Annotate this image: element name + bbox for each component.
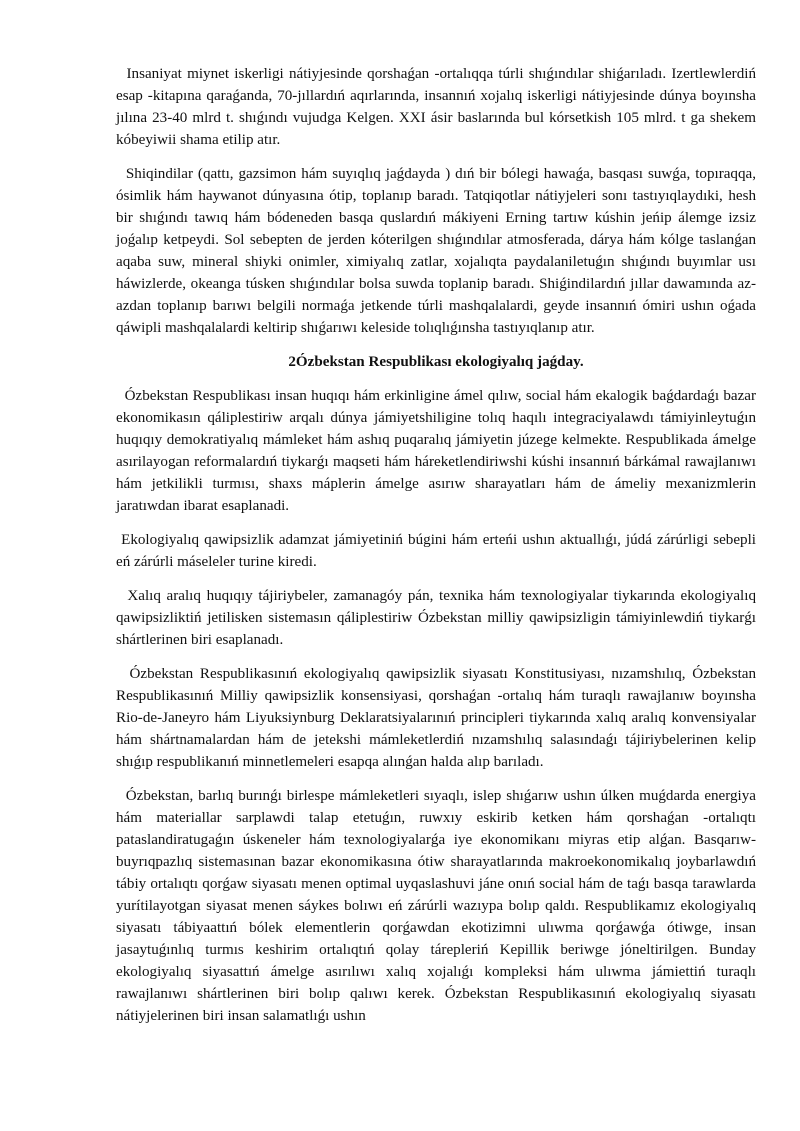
paragraph-economy-transition: Ózbekstan, barlıq burınǵı birlespe mámleketleri sıyaqlı, islep shıǵarıw ushın úlken muǵdarda energiya hám materiallar sarplawdi talap etetuǵın, ruwxıy eskirib ketken hám qorshaǵan -ortalıqtı pataslandiratugaǵın úskeneler hám texnologiyalarǵa iye ekonomikanı miyras etip alǵan. Basqarıw-buyrıqpazlıq sistemasınan bazar ekonomikasına ótiw sharayatlarında makroekonomikalıq joybarlawdıń tábiy ortalıqtı qorǵaw siyasatı menen optimal uyqaslashuvi jáne onıń social hám de taǵı basqa tarawlarda yurítilayotgan siyasat menen sáykes bolıwı eń zárúrli wazıypa bolıp qaldı. Respublikamız ekologiyalıq siyasatı tábiyaattıń bólek elementlerin qorǵawdan ekotizimni ulıwma qorǵawǵa ótiwge, insan jasaytuǵınlıq turmıs keshirim ortalıqtıń qolay tárepleriń Kepillik beriwge jóneltirilgen. Bunday ekologiyalıq siyasattıń ámelge asırılıwı xalıq xojalıǵı kompleksi hám ulıwma jámiettiń turaqlı rawajlanıwı shártlerinen biri bolıp qalıwı kerek. Ózbekstan Respublikasınıń ekologiyalıq siyasatı nátiyjelerinen biri insan salamatlıǵı ushın [116,788,760,1024]
paragraph-ecological-security: Ekologiyalıq qawipsizlik adamzat jámiyetiniń búgini hám erteńi ushın aktuallıǵı, júdá zárúrligi sebepli eń zárúrli máseleler turine kiredi. [116,532,760,570]
paragraph-international-experience: Xalıq aralıq huqıqıy tájiriybeler, zamanagóy pán, texnika hám texnologiyalar tiykarında ekologiyalıq qawipsizliktiń jetilisken sistemasın qáliplestiriw Ózbekstan milliy qawipsizligin támiyinlewdiń tiykarǵı shártlerinen biri esaplanadı. [116,588,760,648]
paragraph-waste-accumulation: Shiqindilar (qattı, gazsimon hám suyıqlıq jaǵdayda ) dıń bir bólegi hawaǵa, basqası suwǵa, topıraqqa, ósimlik hám haywanot dúnyasına ótip, toplanıp baradı. Tatqiqotlar nátiyjeleri sonı tastıyıqlaydıki, hesh bir shıǵındı tawıq hám bódeneden basqa quslardıń mákiyeni Erning tartıw kúshin jeńip álemge izsiz joǵalıp ketpeydi. Sol sebepten de jerden kóterilgen shıǵındılar atmosferada, dárya hám kólge taslanǵan aqaba suw, mineral shiyki onimler, ximiyalıq zatlar, xojalıqta paydalaniletuǵın shıǵındı buyımlar usı háwizlerde, okeanga túsken shıǵındılar bolsa suwda toplanip baradı. Shiǵindilardıń jıllar dawamında az-azdan toplanıp barıwı belgili normaǵa jetkende túrli mashqalalardi, geyde insannıń ómiri ushın oǵada qáwipli mashqalalardi keltirip shıǵarıwı keleside tolıqlıǵınsha tastıyıqlanıp atır. [116,166,760,336]
paragraph-security-policy: Ózbekstan Respublikasınıń ekologiyalıq qawipsizlik siyasatı Konstitusiyası, nızamshılıq, Ózbekstan Respublikasınıń Milliy qawipsizlik konsensiyasi, qorshaǵan -ortalıq hám turaqlı rawajlanıw boyınsha Rio-de-Janeyro hám Liyuksiynburg Deklaratsiyalarınıń principleri tiykarında xalıq aralıq konvensiyalar hám shártnamalardan hám de jetekshi mámleketlerdiń nızamshılıq salasındaǵı tájiriybelerinen kelip shıǵıp respublikanıń minnetlemeleri esapqa alınǵan halda alıp barıladı. [116,666,760,770]
paragraph-republic-reforms: Ózbekstan Respublikası insan huqıqı hám erkinligine ámel qılıw, social hám ekalogik baǵdardaǵı bazar ekonomikasın qáliplestiriw arqalı dúnya jámiyetshiligine tolıq haqılı integraciyalawdı támiyinleytuǵın huqıqıy demokratiyalıq mámleket hám ashıq puqaralıq jámiyetin júzege kelmekte. Respublikada ámelge asırilayogan reformalardıń tiykarǵı maqseti hám háreketlendiriwshi kúshi insannıń bárkámal rawajlanıwı hám jetkilikli turmısı, shaxs máplerin ámelge asırıw sharayatları hám de ámeliy mexanizmlerin jaratıwdan ibarat esaplanadi. [116,388,760,514]
section-heading: 2Ózbekstan Respublikası ekologiyalıq jaǵday. [288,354,584,370]
paragraph-waste-generation: Insaniyat miynet iskerligi nátiyjesinde qorshaǵan -ortalıqqa túrli shıǵındılar shiǵarıladı. Izertlewlerdiń esap -kitapına qaraǵanda, 70-jıllardıń aqırlarında, insannıń xojalıq iskerligi nátiyjesinde dúnya boyınsha jılına 23-40 mlrd t. shıǵındı vujudga Kelgen. XXI ásir baslarında bul kórsetkish 105 mlrd. t ga shekem kóbeyiwii shama etilip atır. [116,66,760,148]
